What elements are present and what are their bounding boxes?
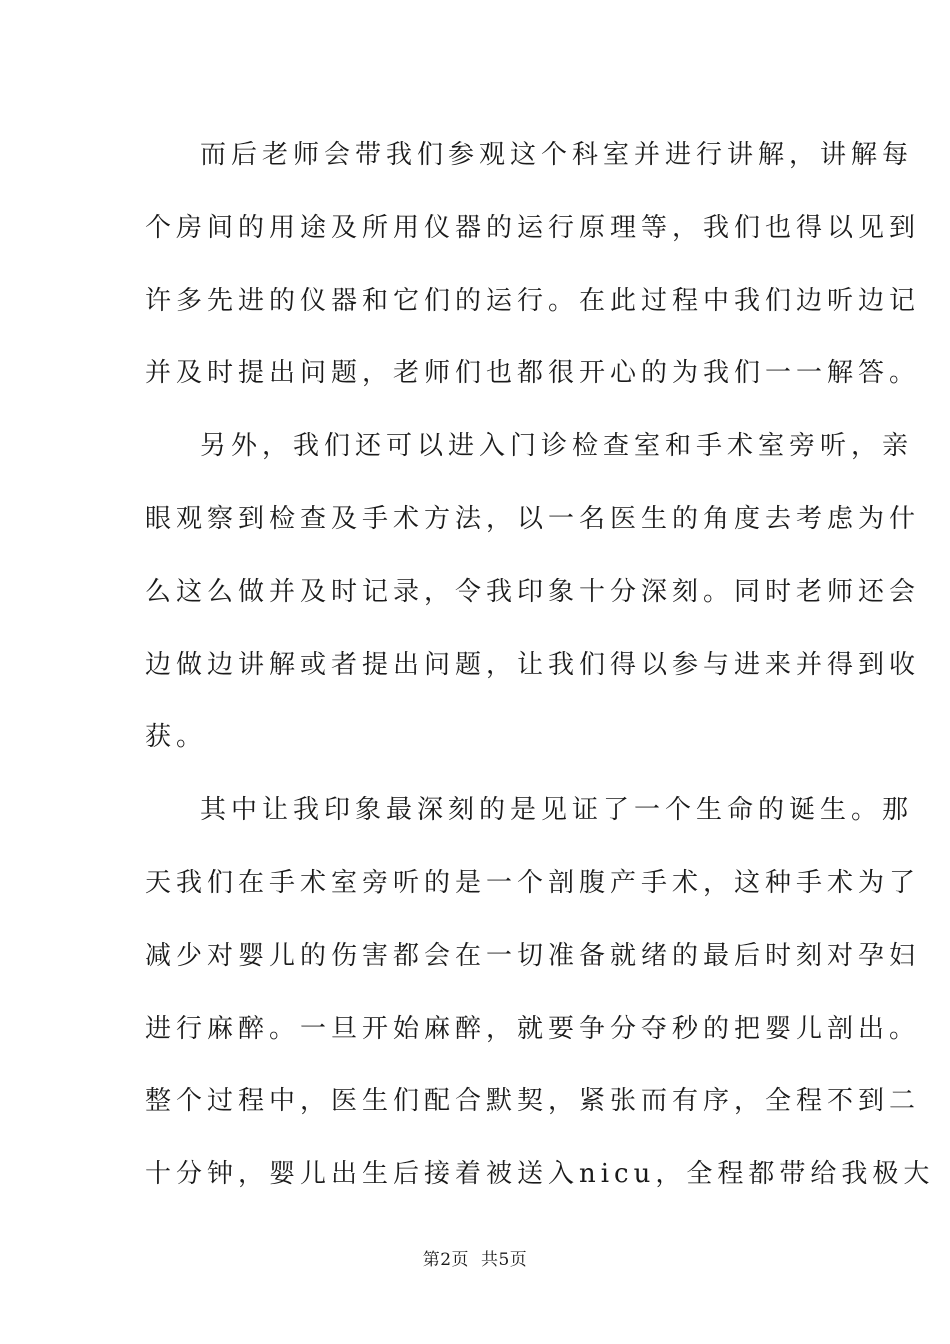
- text-line: 减少对婴儿的伤害都会在一切准备就绪的最后时刻对孕妇: [145, 940, 921, 971]
- text-line: 获。: [145, 722, 208, 753]
- text-line: 么这么做并及时记录，令我印象十分深刻。同时老师还会: [145, 576, 921, 607]
- text-line: 另外，我们还可以进入门诊检查室和手术室旁听，亲: [200, 431, 914, 462]
- page-footer: [0, 1245, 950, 1270]
- document-body: [145, 130, 935, 1222]
- page-number: 第2页: [422, 1250, 470, 1270]
- text-line: 而后老师会带我们参观这个科室并进行讲解，讲解每: [200, 140, 914, 170]
- text-line: 整个过程中，医生们配合默契，紧张而有序，全程不到二: [145, 1086, 921, 1117]
- page-total: 共5页: [480, 1250, 528, 1270]
- text-line: 边做边讲解或者提出问题，让我们得以参与进来并得到收: [145, 649, 921, 680]
- text-line: 许多先进的仪器和它们的运行。在此过程中我们边听边记: [145, 285, 921, 316]
- text-line: 个房间的用途及所用仪器的运行原理等，我们也得以见到: [145, 212, 921, 243]
- text-line: 进行麻醉。一旦开始麻醉，就要争分夺秒的把婴儿剖出。: [145, 1013, 921, 1044]
- text-line: 其中让我印象最深刻的是见证了一个生命的诞生。那: [200, 795, 914, 826]
- text-line: 眼观察到检查及手术方法，以一名医生的角度去考虑为什: [145, 503, 921, 534]
- text-line: 十分钟，婴儿出生后接着被送入nicu，全程都带给我极大: [145, 1159, 935, 1190]
- text-line: 天我们在手术室旁听的是一个剖腹产手术，这种手术为了: [145, 867, 921, 898]
- text-line: 并及时提出问题，老师们也都很开心的为我们一一解答。: [145, 358, 921, 389]
